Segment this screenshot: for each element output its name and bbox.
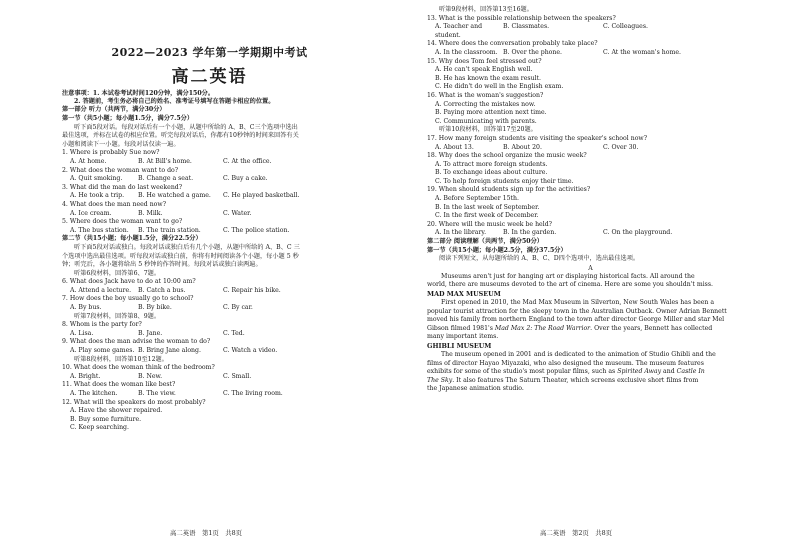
option[interactable]: A. In the library. — [435, 229, 487, 237]
option[interactable]: C. Buy a cake. — [223, 175, 268, 183]
option[interactable]: C. Communicating with parents. — [435, 117, 537, 125]
option[interactable]: C. Small. — [223, 372, 252, 380]
options-20 — [427, 229, 754, 238]
options-8 — [62, 330, 387, 339]
options-7 — [62, 304, 387, 313]
question-4: 4. What does the man need now? — [62, 200, 167, 208]
option[interactable]: A. Teacher and student. — [435, 23, 483, 39]
option[interactable]: B. The train station. — [138, 226, 201, 234]
section2-instruction-3: 钟；听完后，各小题将给出 5 秒钟的作答时间。每段对话或独白读两遍。 — [62, 261, 262, 269]
question-7: 7. How does the boy usually go to school? — [62, 295, 194, 303]
option[interactable]: C. He played basketball. — [223, 192, 300, 200]
text: exhibits for some of the studio's most popular films, such as — [427, 368, 618, 376]
question-13: 13. What is the possible relationship between the speakers? — [427, 14, 616, 22]
mad-max-line-2: popular tourist attraction for the sleepy town in the Australian Outback. Owner Adrian Bennett — [427, 307, 727, 315]
option[interactable]: B. Paying more attention next time. — [435, 109, 547, 117]
option[interactable]: B. Buy some furniture. — [70, 415, 142, 423]
part2-instruction: 阅读下列短文，从每题所给的 A、B、C、D四个选项中，选出最佳选项。 — [439, 255, 640, 263]
options-11 — [62, 390, 387, 399]
film-title: Castle In — [676, 368, 705, 376]
part2-section1-heading: 第一节（共15小题；每小题2.5分，满分37.5分） — [427, 246, 567, 254]
notice-line-1: 注意事项：1. 本试卷考试时间120分钟，满分150分。 — [62, 90, 215, 97]
option[interactable]: A. About 13. — [435, 143, 474, 151]
section1-instruction-1: 听下面5段对话。每段对话后有一个小题，从题中所给的 A、B、C三个选项中选出 — [74, 123, 298, 131]
option[interactable]: B. He watched a game. — [138, 192, 211, 200]
option[interactable]: C. At the office. — [223, 157, 272, 165]
option[interactable]: C. By car. — [223, 304, 253, 312]
option[interactable]: A. He took a trip. — [70, 192, 125, 200]
option[interactable]: A. He can't speak English well. — [435, 66, 533, 74]
question-14: 14. Where does the conversation probably take place? — [427, 40, 598, 48]
options-2 — [62, 175, 387, 184]
subject-title: 高二英语 — [171, 67, 248, 87]
question-5: 5. Where does the woman want to go? — [62, 218, 183, 226]
option[interactable]: C. In the first week of December. — [435, 212, 539, 220]
option[interactable]: B. At Bill's home. — [138, 157, 192, 165]
options-13 — [427, 23, 754, 40]
question-3: 3. What did the man do last weekend? — [62, 183, 183, 191]
question-17: 17. How many foreign students are visiting the speaker's school now? — [427, 134, 648, 142]
option[interactable]: A. In the classroom. — [435, 48, 498, 56]
question-9: 9. What does the man advise the woman to do? — [62, 338, 211, 346]
ghibli-line-4 — [427, 377, 754, 386]
ghibli-line-1: The museum opened in 2001 and is dedicated to the animation of Studio Ghibli and the — [441, 350, 716, 358]
options-14 — [427, 49, 754, 58]
part1-heading: 第一部分 听力（共两节，满分30分） — [62, 106, 166, 114]
mad-max-line-3: moved his family from northern England to the town after director George Miller and star Mel — [427, 316, 725, 324]
question-16: 16. What is the woman's suggestion? — [427, 91, 544, 99]
options-1 — [62, 158, 387, 167]
option[interactable]: A. Ice cream. — [70, 209, 112, 217]
question-2: 2. What does the woman want to do? — [62, 166, 179, 174]
option[interactable]: C. He didn't do well in the English exam. — [435, 83, 564, 91]
film-title: Mad Max 2: The Road Warrior — [494, 324, 591, 332]
heading-mad-max-museum: MAD MAX MUSEUM — [427, 290, 501, 298]
heading-ghibli-museum: GHIBLI MUSEUM — [427, 341, 492, 350]
question-15: 15. Why does Tom feel stressed out? — [427, 57, 542, 65]
question-10: 10. What does the woman think of the bedroom? — [62, 364, 215, 372]
option[interactable]: C. Over 30. — [603, 143, 639, 151]
option[interactable]: A. Lisa. — [70, 329, 94, 337]
option[interactable]: B. In the last week of September. — [435, 203, 540, 211]
mad-max-line-5: many important items. — [427, 333, 499, 341]
passage-intro-line-2: world, there are museums devoted to the art of cinema. Here are some you shouldn't miss. — [427, 281, 713, 289]
text: . Over the years, Bennett has collected — [590, 324, 713, 332]
options-3 — [62, 192, 387, 201]
text: and — [661, 368, 677, 376]
option[interactable]: A. Play some games. — [70, 347, 135, 355]
section1-instruction-2: 最佳选项，并标在试卷的相应位置。听完每段对话后，你都有10秒钟的时间来回答有关 — [62, 132, 299, 140]
option[interactable]: B. The view. — [138, 390, 176, 397]
listening-note-7: 听第7段材料，回答第8、9题。 — [74, 312, 161, 320]
option[interactable]: B. He has known the exam result. — [435, 74, 542, 82]
options-4 — [62, 210, 387, 219]
section2-heading: 第二节（共15小题；每小题1.5分，满分22.5分） — [62, 235, 202, 243]
page-footer-1: 高二英语 第1页 共8页 — [170, 529, 243, 537]
question-6: 6. What does Jack have to do at 10:00 am? — [62, 278, 196, 286]
listening-note-6: 听第6段材料，回答第6、7题。 — [74, 269, 161, 277]
option[interactable]: C. To help foreign students enjoy their time. — [435, 177, 574, 185]
question-1: 1. Where is probably Sue now? — [62, 149, 160, 157]
ghibli-line-3 — [427, 368, 754, 377]
option[interactable]: C. Water. — [223, 209, 252, 217]
option[interactable]: C. Watch a video. — [223, 347, 278, 355]
option[interactable]: A. Correcting the mistakes now. — [435, 100, 536, 108]
option[interactable]: C. On the playground. — [603, 229, 673, 237]
options-17 — [427, 144, 754, 153]
section1-heading: 第一节（共5小题；每小题1.5分，满分7.5分） — [62, 115, 194, 122]
film-title: Spirited Away — [617, 368, 662, 376]
exam-title: 2022—2023 学年第一学期期中考试 — [111, 46, 308, 59]
options-6 — [62, 287, 387, 296]
options-9 — [62, 347, 387, 356]
question-12: 12. What will the speakers do most probably? — [62, 398, 206, 406]
question-18: 18. Why does the school organize the music week? — [427, 152, 587, 160]
option[interactable]: C. Repair his bike. — [223, 286, 281, 294]
question-8: 8. Whom is the party for? — [62, 321, 142, 329]
mad-max-line-1: First opened in 2010, the Mad Max Museum in Silverton, New South Wales has been a — [441, 299, 715, 306]
option[interactable]: C. The living room. — [223, 390, 283, 397]
option[interactable]: C. At the woman's home. — [603, 48, 681, 56]
passage-intro-line-1: Museums aren't just for hanging art or displaying historical facts. All around the — [441, 272, 695, 280]
ghibli-line-5: the Japanese animation studio. — [427, 385, 524, 393]
page-footer-2: 高二英语 第2页 共8页 — [540, 529, 613, 537]
option[interactable]: A. By bus. — [70, 304, 102, 312]
options-10 — [62, 373, 387, 382]
option[interactable]: A. To attract more foreign students. — [435, 160, 548, 168]
notice-line-2: 2. 答题前，考生务必将自己的姓名、准考证号填写在答题卡相应的位置。 — [74, 98, 275, 106]
option[interactable]: A. Before September 15th. — [435, 195, 519, 203]
option[interactable]: A. Have the shower repaired. — [70, 407, 163, 415]
text: Gibson filmed 1981's — [427, 324, 495, 332]
section2-instruction-2: 个选项中选出最佳选项。听每段对话或独白前，你将有时间阅读各个小题，每小题 5 秒 — [62, 252, 299, 260]
option[interactable]: B. Jane. — [138, 329, 163, 337]
text: . It also features The Saturn Theater, which screens exclusive short films from — [452, 376, 699, 384]
option[interactable]: B. In the garden. — [503, 229, 557, 237]
option[interactable]: B. Catch a bus. — [138, 286, 186, 294]
option[interactable]: A. The bus station. — [70, 226, 129, 234]
option[interactable]: B. Change a seat. — [138, 175, 194, 183]
section1-instruction-3: 小题和阅读下一小题。每段对话仅读一遍。 — [62, 140, 180, 148]
question-11: 11. What does the woman like best? — [62, 381, 176, 389]
option[interactable]: B. Milk. — [138, 209, 163, 217]
option[interactable]: B. New. — [138, 372, 163, 380]
listening-note-9: 听第9段材料，回答第13至16题。 — [439, 6, 533, 13]
option[interactable]: B. To exchange ideas about culture. — [435, 169, 548, 177]
option[interactable]: B. About 20. — [503, 143, 542, 151]
page-2 — [397, 0, 794, 545]
listening-note-10: 听第10段材料，回答第17至20题。 — [439, 126, 537, 134]
option[interactable]: C. The police station. — [223, 226, 290, 234]
film-title: The Sky — [427, 376, 453, 384]
option[interactable]: A. Attend a lecture. — [70, 286, 132, 294]
option[interactable]: A. Bright. — [70, 372, 101, 380]
option[interactable]: C. Keep searching. — [70, 424, 129, 432]
mad-max-line-4 — [427, 325, 754, 334]
option[interactable]: B. Over the phone. — [503, 48, 563, 56]
option[interactable]: A. The kitchen. — [70, 390, 118, 397]
question-20: 20. Where will the music week be held? — [427, 220, 552, 228]
option[interactable]: C. Colleagues. — [603, 23, 648, 31]
question-block-1-5 — [62, 149, 387, 235]
part2-heading: 第二部分 阅读理解（共两节，满分50分） — [427, 238, 543, 246]
question-19: 19. When should students sign up for the activities? — [427, 186, 591, 194]
option[interactable]: A. At home. — [70, 157, 107, 165]
option[interactable]: B. By bike. — [138, 304, 172, 312]
option[interactable]: A. Quit smoking. — [70, 175, 123, 183]
passage-label: A — [588, 264, 593, 272]
option[interactable]: B. Bring Jane along. — [138, 347, 201, 355]
ghibli-line-2: films of director Hayao Miyazaki, who also designed the museum. The museum features — [427, 359, 704, 367]
option[interactable]: C. Ted. — [223, 329, 245, 337]
section2-instruction-1: 听下面5段对话或独白。每段对话或独白后有几个小题，从题中所给的 A、B、C 三 — [74, 243, 300, 251]
option[interactable]: B. Classmates. — [503, 23, 550, 31]
listening-note-8: 听第8段材料，回答第10至12题。 — [74, 355, 168, 363]
